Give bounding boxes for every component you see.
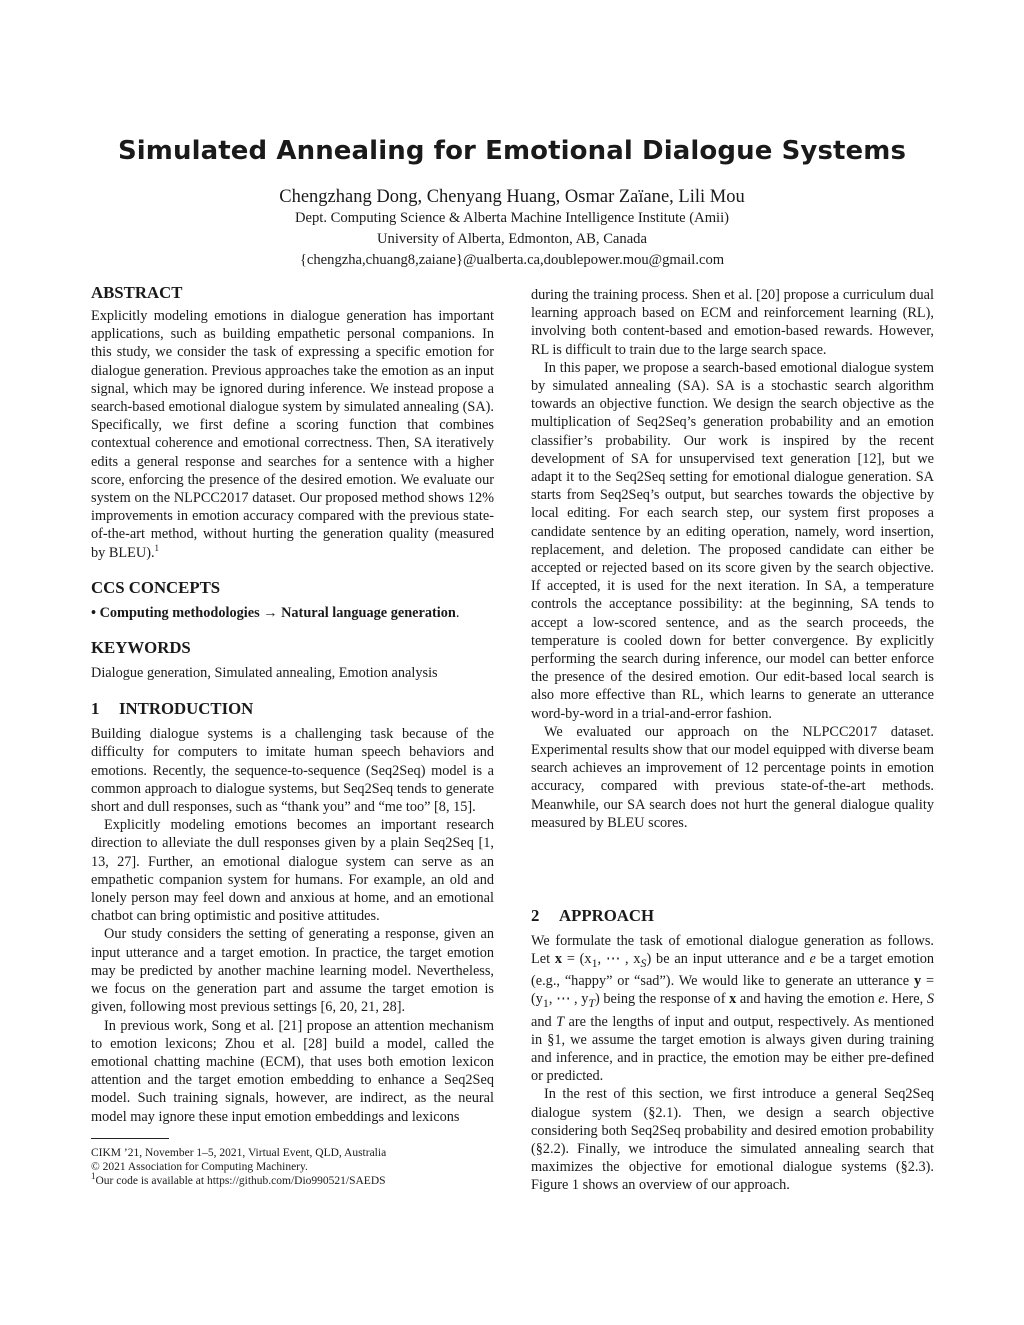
ccs-concept-bold: • Computing methodologies → Natural language generation bbox=[91, 604, 456, 621]
text-run: ) being the response of bbox=[595, 991, 730, 1008]
keywords-heading: KEYWORDS bbox=[91, 638, 191, 658]
code-footnote-text: Our code is available at https://github.com/Dio990521/SAEDS bbox=[95, 1175, 386, 1187]
math-run: , ⋯ , y bbox=[548, 991, 589, 1008]
author-list: Chengzhang Dong, Chenyang Huang, Osmar Zaïane, Lili Mou bbox=[279, 187, 745, 207]
math-sub: 1 bbox=[591, 956, 598, 971]
affiliation-line-1: Dept. Computing Science & Alberta Machine Intelligence Institute (Amii) bbox=[294, 210, 730, 226]
abstract-heading: ABSTRACT bbox=[91, 283, 183, 302]
approach-heading bbox=[531, 906, 934, 926]
math-e: e bbox=[878, 991, 885, 1008]
intro-paragraph-5: during the training process. Shen et al. [20] propose a curriculum dual learning approach based on ECM and reinforcement learning (RL), involving both content-based and emotion-based rewards. However, RL is difficult to train due to the large search space. bbox=[531, 287, 934, 358]
math-run: = (y bbox=[531, 973, 935, 1008]
intro-paragraph-1: Building dialogue systems is a challenging task because of the difficulty for computers to imitate human speech behaviors and emotions. Recently, the sequence-to-sequence (Seq2Seq) model is a common approach to dialogue systems, but Seq2Seq tends to generate short and dull responses, such as “thank you” and “me too” [8, 15]. bbox=[91, 726, 494, 816]
approach-paragraph-1 bbox=[531, 932, 934, 1085]
intro-paragraph-4: In previous work, Song et al. [21] propose an attention mechanism to emotion lexicons; Zhou et al. [28] build a model, called the emotional chatting machine (ECM), that uses both emotion lexicon attention and the target emotion embedding to enhance a Seq2Seq model. Such training signals, however, are indirect, as the neural model may ignore these input emotion embeddings and lexicons bbox=[91, 1017, 494, 1125]
text-run: and bbox=[531, 1013, 557, 1030]
footnotes bbox=[91, 1138, 494, 1188]
math-e: e bbox=[809, 951, 816, 968]
intro-paragraph-7: We evaluated our approach on the NLPCC2017 dataset. Experimental results show that our model equipped with diverse beam search achieves an improvement of 12 percentage points in emotion accuracy, compared with previous state-of-the-art methods. Meanwhile, our SA search does not hurt the general dialogue quality measured by BLEU scores. bbox=[531, 723, 934, 831]
ccs-heading: CCS CONCEPTS bbox=[91, 577, 221, 597]
section-title: APPROACH bbox=[559, 906, 655, 925]
ccs-concepts bbox=[91, 604, 494, 622]
paper-title: Simulated Annealing for Emotional Dialogue Systems bbox=[117, 136, 907, 166]
abstract-text bbox=[91, 307, 494, 562]
math-x: x bbox=[729, 991, 737, 1008]
text-run: are the lengths of input and output, respectively. As mentioned in §1, we assume the target emotion is always given during training and inference, and in practice, the emotion may be either pre-defined or predicted. bbox=[531, 1013, 934, 1085]
math-sub: T bbox=[588, 996, 595, 1011]
footnote-number: 1 bbox=[91, 1171, 96, 1182]
math-sub: 1 bbox=[542, 996, 549, 1011]
footnote-marker: 1 bbox=[154, 542, 160, 553]
math-x: x bbox=[554, 951, 563, 968]
venue-note: CIKM ’21, November 1–5, 2021, Virtual Event, QLD, Australia bbox=[91, 1147, 387, 1159]
math-y: y bbox=[913, 973, 922, 990]
intro-heading bbox=[91, 699, 494, 719]
text-run: We formulate the task of emotional dialogue generation as follows. Let bbox=[531, 933, 934, 968]
code-footnote bbox=[91, 1171, 494, 1188]
approach-section bbox=[531, 906, 934, 1195]
math-run: , ⋯ , x bbox=[597, 951, 641, 968]
intro-paragraph-6: In this paper, we propose a search-based emotional dialogue system by simulated annealing (SA). SA is a stochastic search algorithm towards an objective function. We design the search objective as the multiplication of Seq2Seq’s generation probability and an emotion classifier’s probability. Our work is inspired by the recent development of SA for unsupervised text generation [12], but we adapt it to the Seq2Seq setting for emotional dialogue generation. SA starts from Seq2Seq’s output, but searches towards the objective by local editing. For each search step, our system first proposes a candidate sentence by an editing operation, namely, word insertion, replacement, and deletion. The proposed candidate can either be accepted or rejected based on its score given by the search objective. If accepted, it is used for the next iteration. In SA, a temperature controls the acceptance possibility: at the beginning, SA tends to accept a low-scored sentence, and as the search proceeds, the temperature is cooled down for better convergence. By explicitly performing the search during inference, our model can better enforce the presence of the desired emotion. Our edit-based local search is also more effective than RL, which learns to generate an utterance word-by-word in a trial-and-error fashion. bbox=[531, 359, 934, 722]
section-number: 2 bbox=[531, 906, 540, 925]
section-number: 1 bbox=[91, 699, 100, 719]
text-run: be a target emotion (e.g., “happy” or “sad”). We would like to generate an utterance bbox=[531, 951, 934, 990]
footnote-rule bbox=[91, 1138, 169, 1139]
intro-paragraph-3: Our study considers the setting of generating a response, given an input utterance and a target emotion. In practice, the target emotion may be predicted by another machine learning model. Nevertheless, we focus on the generation part and assume the target emotion is given, following most previous settings [6, 20, 21, 28]. bbox=[91, 926, 494, 1016]
math-S: S bbox=[926, 991, 935, 1008]
author-emails: {chengzha,chuang8,zaiane}@ualberta.ca,doublepower.mou@gmail.com bbox=[299, 252, 725, 268]
ccs-period: . bbox=[455, 604, 460, 621]
keywords-text: Dialogue generation, Simulated annealing, Emotion analysis bbox=[91, 665, 438, 682]
approach-paragraph-2: In the rest of this section, we first introduce a general Seq2Seq dialogue system (§2.1). Then, we design a search objective considering both Seq2Seq probability and desired emotion probability (§2.2). Finally, we introduce the simulated annealing search that maximizes the objective for emotional dialogue systems (§2.3). Figure 1 shows an overview of our approach. bbox=[531, 1086, 934, 1194]
text-run: . Here, bbox=[884, 991, 927, 1008]
section-title: INTRODUCTION bbox=[119, 699, 254, 719]
math-T: T bbox=[556, 1013, 565, 1030]
affiliation-line-2: University of Alberta, Edmonton, AB, Canada bbox=[377, 231, 647, 247]
copyright-note: © 2021 Association for Computing Machinery. bbox=[91, 1161, 308, 1173]
text-run: ) be an input utterance and bbox=[646, 951, 810, 968]
math-sub: S bbox=[640, 956, 647, 971]
abstract-body: Explicitly modeling emotions in dialogue generation has important applications, such as building empathetic personal companions. In this study, we consider the task of expressing a specific emotion for dialogue generation. Previous approaches take the emotion as an input signal, which may be ignored during inference. We instead propose a search-based emotional dialogue system by simulated annealing (SA). Specifically, we first define a scoring function that combines contextual coherence and emotional correctness. Then, SA iteratively edits a general response and searches for a sentence with a higher score, enforcing the presence of the desired emotion. We evaluate our system on the NLPCC2017 dataset. Our proposed method shows 12% improvements in emotion accuracy compared with the previous state-of-the-art method, without hurting the generation quality (measured by BLEU). bbox=[91, 308, 494, 561]
intro-paragraph-2: Explicitly modeling emotions becomes an important research direction to alleviate the dull responses given by a plain Seq2Seq [1, 13, 27]. Further, an emotional dialogue system can serve as an empathetic companion system for humans. For example, an old and lonely person may feel down and anxious at home, and an emotional chatbot can bring optimistic and positive attitudes. bbox=[91, 817, 494, 925]
text-run: and having the emotion bbox=[736, 991, 879, 1008]
math-run: = (x bbox=[562, 951, 592, 968]
left-column bbox=[91, 283, 494, 1126]
right-column bbox=[531, 286, 934, 832]
